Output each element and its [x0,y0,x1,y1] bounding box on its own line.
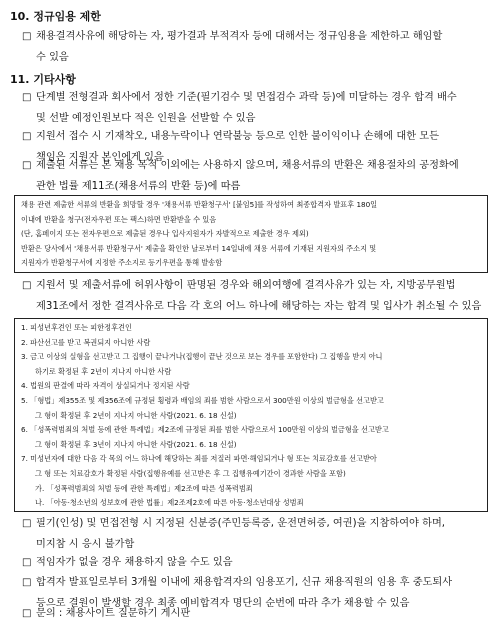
sec11-item-5 [22,513,488,555]
item-text-line1: 적임자가 없을 경우 채용하지 않을 수도 있음 [36,557,233,568]
disqualification-list-box [14,318,488,512]
disqualification-item: 2. 파산선고를 받고 복권되지 아니한 사람 [21,337,151,347]
item-text-line2: 책임은 지원자 본인에게 있음 [36,152,164,163]
disqualification-item: 그 형 또는 치료감호가 확정된 사람(집행유예를 선고받은 후 그 집행유예기간이 경과한 사람을 포함) [35,468,346,478]
item-text-line2: 등으로 결원이 발생할 경우 최종 예비합격자 명단의 순번에 따라 추가 채용할 수 있음 [36,598,410,609]
section-10-title: 10. 정규임용 제한 [10,10,101,23]
item-text-line1: 제출된 서류는 본 채용 목적 이외에는 사용하지 않으며, 채용서류의 반환은 채용절차의 공정화에 [36,160,459,171]
sec11-item-3 [22,155,488,197]
section-11-title: 11. 기타사항 [10,73,76,86]
checkbox-icon: □ [22,131,32,142]
notice-line: (단, 홈페이지 또는 전자우편으로 제출된 경우나 입사지원자가 자발적으로 제출한 경우 제외) [21,229,309,239]
disqualification-item: 4. 법원의 판결에 따라 자격이 상실되거나 정지된 사람 [21,381,190,391]
disqualification-item: 7. 미성년자에 대한 다음 각 목의 어느 하나에 해당하는 죄를 저질러 파면·해임되거나 형 또는 치료감호를 선고받아 [21,454,377,464]
checkbox-icon: □ [22,608,32,619]
item-text-line1: 지원서 및 제출서류에 허위사항이 판명된 경우와 해외여행에 결격사유가 있는 자, 지방공무원법 [36,280,456,291]
notice-line: 지원자가 반환청구서에 지정한 주소지로 등기우편을 통해 발송함 [21,258,223,268]
notice-line: 반환은 당사에서 '채용서류 반환청구서' 제출을 확인한 날로부터 14일내에 채용 서류에 기재된 지원자의 주소지 및 [21,243,377,253]
sec11-item-6 [22,552,488,573]
sec11-item-8 [22,603,488,624]
checkbox-icon: □ [22,577,32,588]
checkbox-icon: □ [22,160,32,171]
item-text-line1: 채용결격사유에 해당하는 자, 평가결과 부적격자 등에 대해서는 정규임용을 제한하고 해임할 [36,31,443,42]
item-text-line2: 및 선발 예정인원보다 적은 인원을 선발할 수 있음 [36,113,256,124]
document-return-notice-box [14,195,488,273]
checkbox-icon: □ [22,518,32,529]
sec10-item-1 [22,26,488,68]
item-text-line1: 문의 : 채용사이트 질문하기 게시판 [36,608,191,619]
item-text-line1: 합격자 발표일로부터 3개월 이내에 채용합격자의 임용포기, 신규 채용직원의 임용 후 중도퇴사 [36,577,453,588]
checkbox-icon: □ [22,280,32,291]
disqualification-item: 6. 「성폭력범죄의 처벌 등에 관한 특례법」제2조에 규정된 죄를 범한 사람으로서 100만원 이상의 벌금형을 선고받고 [21,425,389,435]
disqualification-item: 나. 「아동·청소년의 성보호에 관한 법률」제2조제2호에 따른 아동·청소년대상 성범죄 [35,498,304,508]
disqualification-item: 3. 금고 이상의 실형을 선고받고 그 집행이 끝나거나(집행이 끝난 것으로 보는 경우를 포함한다) 그 집행을 받지 아니 [21,352,383,362]
item-text-line2: 미지참 시 응시 불가함 [36,539,135,550]
checkbox-icon: □ [22,92,32,103]
notice-line: 채용 관련 제출한 서류의 반환을 희망할 경우 '채용서류 반환청구서' [붙임5]를 작성하여 최종합격자 발표후 180일 [21,200,378,209]
item-text-line1: 단계별 전형결과 회사에서 정한 기준(필기검수 및 면접검수 과락 등)에 미달하는 경우 합격 배수 [36,92,457,103]
disqualification-item: 가. 「성폭력범죄의 처벌 등에 관한 특례법」제2조에 따른 성폭력범죄 [35,483,253,493]
item-text-line2: 수 있음 [36,52,69,63]
checkbox-icon: □ [22,557,32,568]
disqualification-item: 그 형이 확정된 후 2년이 지나지 아니한 사람(2021. 6. 18 신설) [35,410,237,420]
disqualification-item: 1. 피성년후견인 또는 피한정후견인 [21,323,132,332]
disqualification-item: 5. 「형법」제355조 및 제356조에 규정된 횡령과 배임의 죄를 범한 사람으로서 300만원 이상의 벌금형을 선고받고 [21,395,384,405]
disqualification-item: 하기로 확정된 후 2년이 지나지 아니한 사람 [35,366,172,376]
sec11-item-4 [22,275,488,317]
item-text-line1: 필기(인성) 및 면접전형 시 지정된 신분증(주민등록증, 운전면허증, 여권)을 지참하여야 하며, [36,518,446,529]
checkbox-icon: □ [22,31,32,42]
item-text-line1: 지원서 접수 시 기재착오, 내용누락이나 연락불능 등으로 인한 불이익이나 손해에 대한 모든 [36,131,439,142]
disqualification-item: 그 형이 확정된 후 3년이 지나지 아니한 사람(2021. 6. 18 신설) [35,439,237,449]
item-text-line2: 관한 법률 제11조(채용서류의 반환 등)에 따름 [36,181,241,192]
sec11-item-1 [22,87,488,129]
notice-line: 이내에 반환을 청구(전자우편 또는 팩스)하면 반환받을 수 있음 [21,214,217,224]
item-text-line2: 제31조에서 정한 결격사유로 다음 각 호의 어느 하나에 해당하는 자는 합격 및 입사가 취소될 수 있음 [36,301,482,312]
